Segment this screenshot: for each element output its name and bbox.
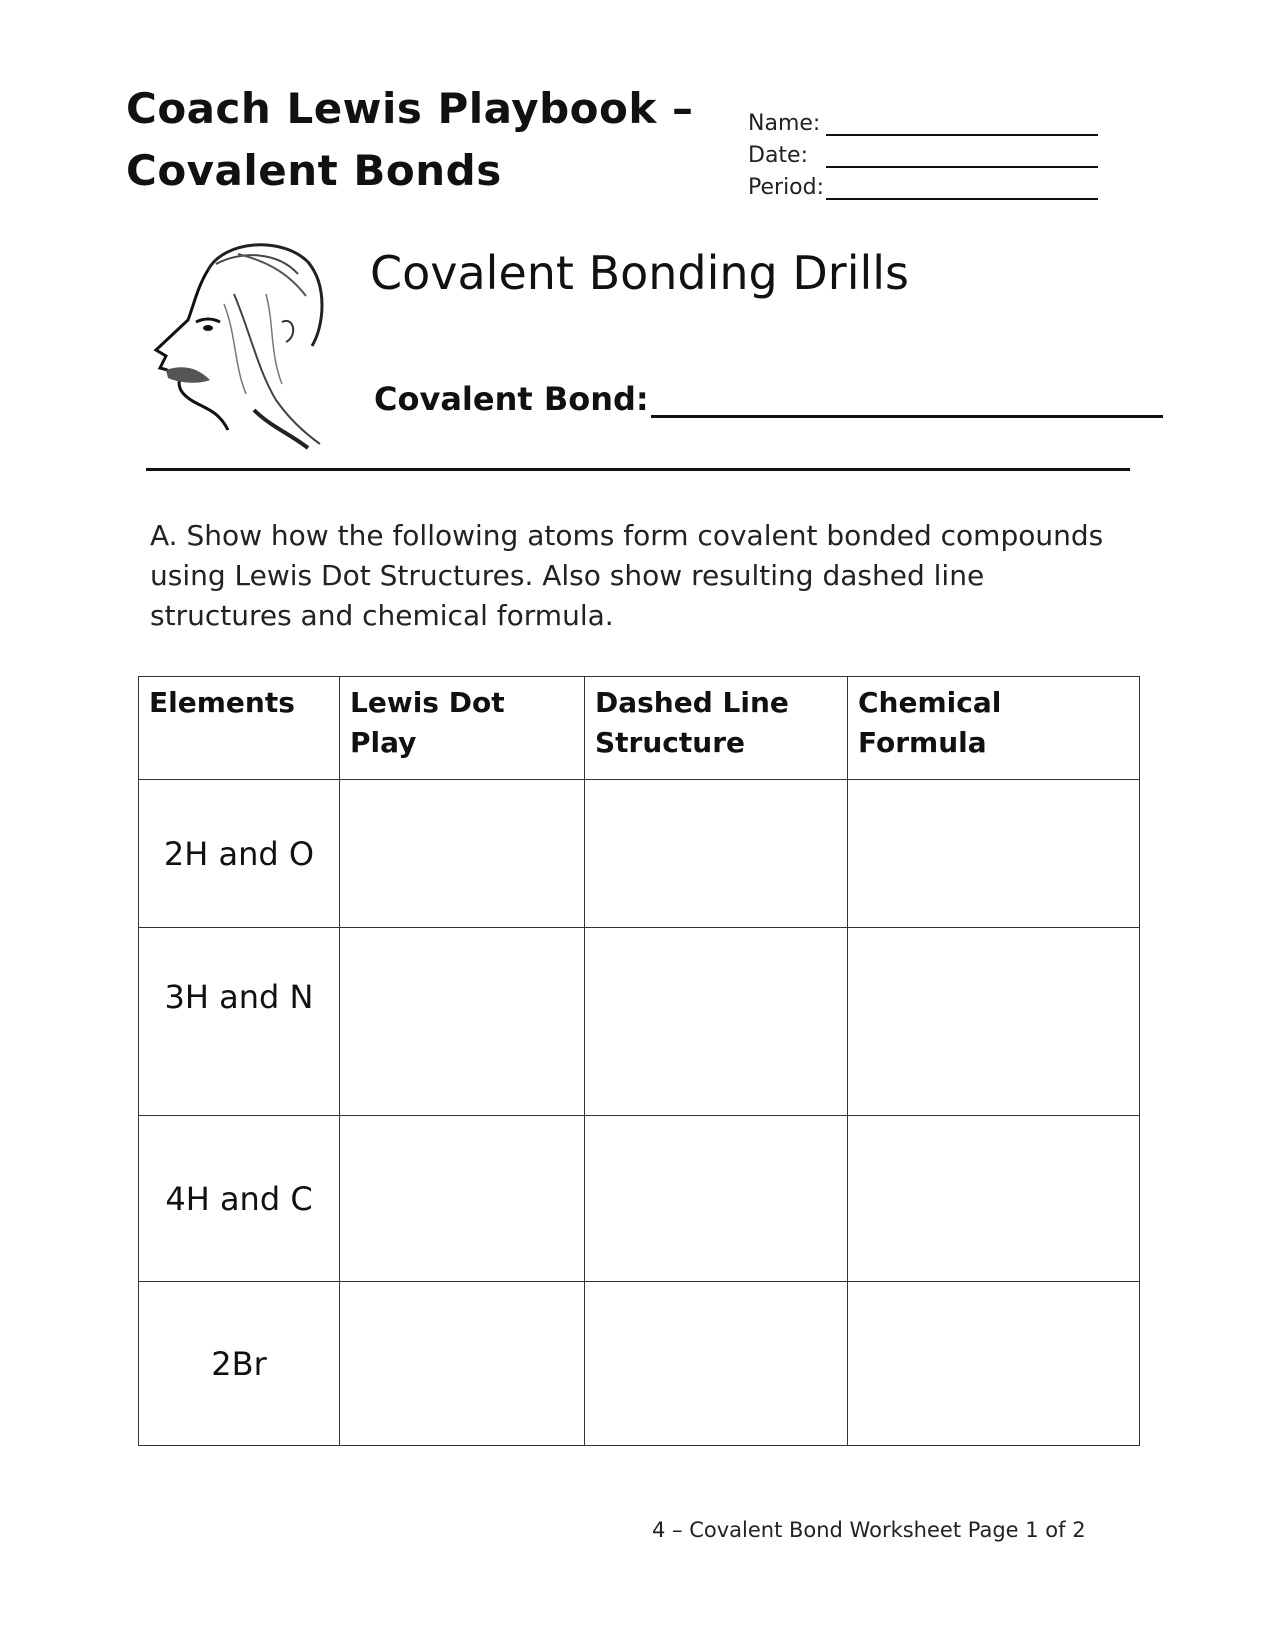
student-info-fields [748, 104, 1098, 200]
elements-cell: 4H and C [139, 1116, 340, 1282]
elements-cell: 2H and O [139, 780, 340, 928]
name-blank[interactable] [826, 108, 1098, 136]
elements-cell: 2Br [139, 1282, 340, 1446]
period-label: Period: [748, 175, 825, 200]
dashed-line-answer-cell[interactable] [585, 780, 848, 928]
formula-answer-cell[interactable] [848, 928, 1140, 1116]
elements-cell: 3H and N [139, 928, 340, 1116]
title-line-1: Coach Lewis Playbook – [126, 84, 694, 133]
col-header-dashed-line: Dashed Line Structure [585, 677, 848, 780]
name-field[interactable] [748, 104, 1098, 136]
date-label: Date: [748, 143, 808, 168]
lewis-dot-answer-cell[interactable] [340, 1282, 585, 1446]
table-header-row [139, 677, 1140, 780]
lewis-dot-answer-cell[interactable] [340, 928, 585, 1116]
formula-answer-cell[interactable] [848, 780, 1140, 928]
drills-heading: Covalent Bonding Drills [370, 246, 910, 300]
covalent-bond-label: Covalent Bond: [374, 380, 649, 418]
dashed-line-answer-cell[interactable] [585, 1282, 848, 1446]
definition-answer-line[interactable] [146, 468, 1130, 471]
period-field[interactable] [748, 168, 1098, 200]
page-footer: 4 – Covalent Bond Worksheet Page 1 of 2 [652, 1518, 1086, 1542]
col-header-lewis-dot: Lewis Dot Play [340, 677, 585, 780]
title-line-2: Covalent Bonds [126, 146, 502, 195]
dashed-line-answer-cell[interactable] [585, 928, 848, 1116]
instructions-text: A. Show how the following atoms form covalent bonded compounds using Lewis Dot Structures. Also show resulting dashed line structures and chemical formula. [150, 519, 1104, 632]
formula-answer-cell[interactable] [848, 1282, 1140, 1446]
formula-answer-cell[interactable] [848, 1116, 1140, 1282]
table-row [139, 780, 1140, 928]
col-header-formula: Chemical Formula [848, 677, 1140, 780]
col-header-elements: Elements [139, 677, 340, 780]
lewis-dot-answer-cell[interactable] [340, 780, 585, 928]
date-field[interactable] [748, 136, 1098, 168]
covalent-bond-definition [374, 380, 1163, 418]
date-blank[interactable] [826, 140, 1098, 168]
table-row [139, 1282, 1140, 1446]
dashed-line-answer-cell[interactable] [585, 1116, 848, 1282]
covalent-bond-blank[interactable] [651, 381, 1163, 418]
worksheet-title [126, 78, 726, 202]
period-blank[interactable] [826, 172, 1098, 200]
drills-table [138, 676, 1140, 1446]
portrait-illustration [146, 234, 326, 450]
table-row [139, 1116, 1140, 1282]
table-row [139, 928, 1140, 1116]
lewis-dot-answer-cell[interactable] [340, 1116, 585, 1282]
name-label: Name: [748, 111, 821, 136]
